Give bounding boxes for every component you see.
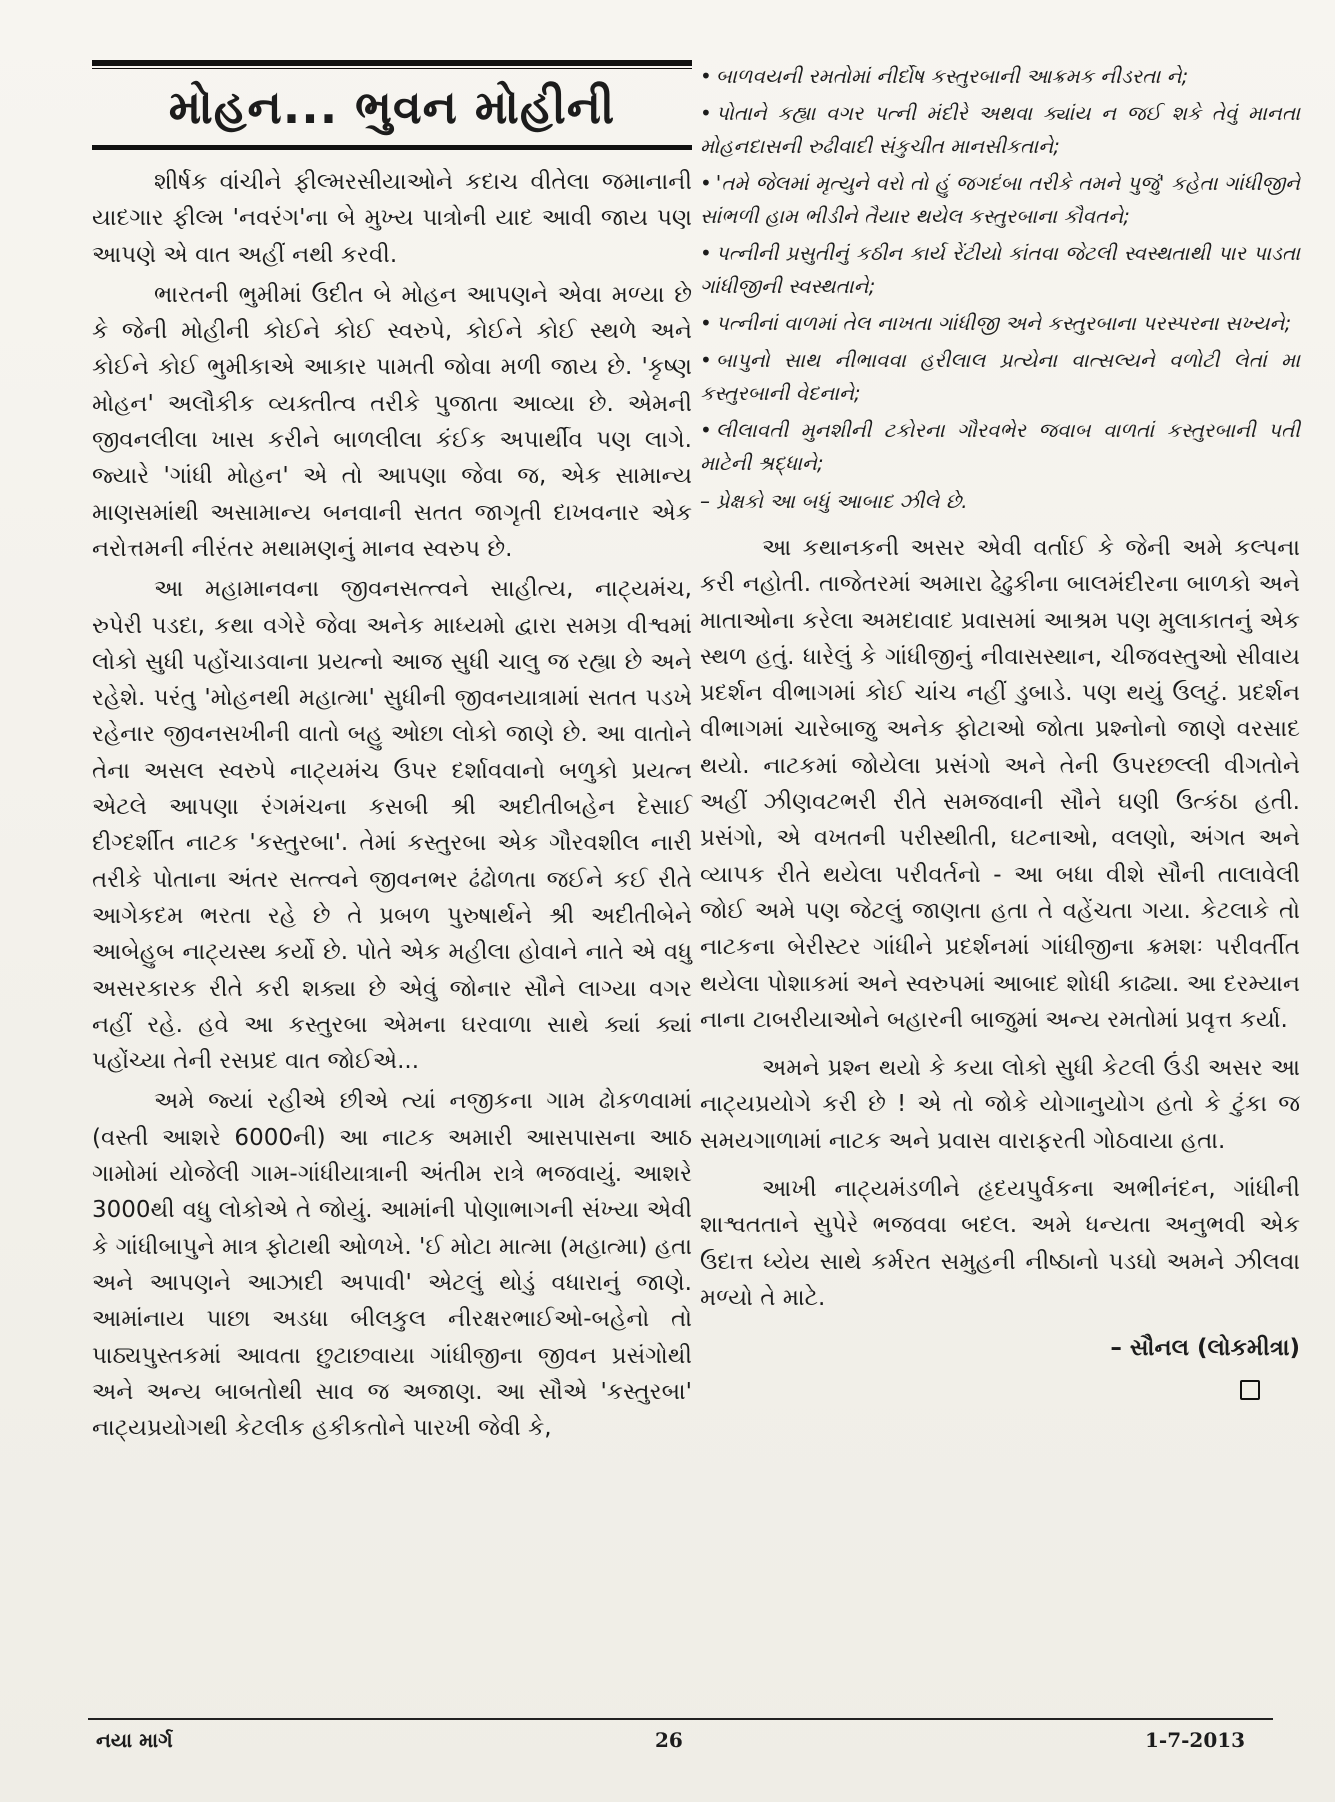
bullet-dot-icon: •: [700, 311, 712, 335]
bullet-list: [700, 60, 1300, 480]
left-paragraph-1: શીર્ષક વાંચીને ફીલ્મરસીયાઓને કદાચ વીતેલા જમાનાની યાદગાર ફીલ્મ 'નવરંગ'ના બે મુખ્ય પાત્રોની યાદ આવી જાય પણ આપણે એ વાત અહીં નથી કરવી.: [92, 169, 692, 268]
publication-name: નયા માર્ગ: [96, 1728, 173, 1752]
page-number: 26: [655, 1728, 683, 1752]
bullet-text: પત્નીનાં વાળમાં તેલ નાખતા ગાંધીજી અને કસ્તુરબાના પરસ્પરના સખ્યને;: [715, 311, 1292, 335]
issue-date: 1-7-2013: [1145, 1728, 1246, 1752]
title-rule-thin: [92, 68, 692, 69]
bullet-item: [700, 414, 1300, 480]
title-rule-bottom: [92, 145, 692, 150]
bullet-dot-icon: •: [700, 64, 712, 88]
right-paragraph-3: આખી નાટ્યમંડળીને હૃદયપુર્વકના અભીનંદન, ગાંધીની શાશ્વતતાને સુપેરે ભજવવા બદલ. અમે ધન્યતા અનુભવી એક ઉદાત્ત ધ્યેય સાથે કર્મરત સમુહની નીષ્ઠાનો પડઘો અમને ઝીલવા મળ્યો તે માટે.: [700, 1176, 1300, 1311]
bullet-item: [700, 60, 1300, 93]
article-title: મોહન... ભુવન મોહીની: [168, 80, 616, 134]
bullet-text: પત્નીની પ્રસુતીનું કઠીન કાર્ય રેંટીયો કાંતવા જેટલી સ્વસ્થતાથી પાર પાડતા ગાંધીજીની સ્વસ્થતાને;: [700, 241, 1300, 298]
bullet-text: 'તમે જેલમાં મૃત્યુને વરો તો હું જગદંબા તરીકે તમને પુજું' કહેતા ગાંધીજીને સાંભળી હામ ભીડીને તૈયાર થયેલ કસ્તુરબાના કૌવતને;: [700, 171, 1300, 228]
left-column: [92, 60, 692, 1446]
bullet-text: લીલાવતી મુનશીની ટકોરના ગૌરવભેર જવાબ વાળતાં કસ્તુરબાની પતી માટેની શ્રદ્ધાને;: [700, 418, 1300, 475]
bullet-item: [700, 307, 1300, 340]
end-mark-icon: [1240, 1380, 1260, 1400]
audience-line: – પ્રેક્ષકો આ બધું આબાદ ઝીલે છે.: [700, 489, 968, 513]
right-paragraph-2: અમને પ્રશ્ન થયો કે કયા લોકો સુધી કેટલી ઉંડી અસર આ નાટ્યપ્રયોગે કરી છે ! એ તો જોકે યોગાનુયોગ હતો કે ટુંકા જ સમયગાળામાં નાટક અને પ્રવાસ વારાફરતી ગોઠવાયા હતા.: [700, 1055, 1300, 1154]
bullet-dot-icon: •: [700, 241, 712, 265]
bullet-item: [700, 344, 1300, 410]
author-signature: – સૌનલ (લોકમીત્રા): [1110, 1335, 1300, 1362]
bullet-text: બાળવયની રમતોમાં નીર્દોષ કસ્તુરબાની આક્રમક નીડરતા ને;: [715, 64, 1189, 88]
bullet-dot-icon: •: [700, 101, 712, 125]
bullet-text: પોતાને કહ્યા વગર પત્ની મંદીરે અથવા ક્યાંય ન જઈ શકે તેવું માનતા મોહનદાસની રુઢીવાદી સંકુચીત માનસીકતાને;: [700, 101, 1300, 158]
bullet-item: [700, 237, 1300, 303]
right-column: [700, 60, 1300, 1400]
left-paragraph-3: આ મહામાનવના જીવનસત્ત્વને સાહીત્ય, નાટ્યમંચ, રુપેરી પડદા, કથા વગેરે જેવા અનેક માધ્યમો દ્વારા સમગ્ર વીશ્વમાં લોકો સુધી પહોંચાડવાના પ્રયત્નો આજ સુધી ચાલુ જ રહ્યા છે અને રહેશે. પરંતુ 'મોહનથી મહાત્મા' સુધીની જીવનયાત્રામાં સતત પડખે રહેનાર જીવનસખીની વાતો બહુ ઓછા લોકો જાણે છે. આ વાતોને તેના અસલ સ્વરુપે નાટ્યમંચ ઉપર દર્શાવવાનો બળુકો પ્રયત્ન એટલે આપણા રંગમંચના કસબી શ્રી અદીતીબહેન દેસાઈ દીગ્દર્શીત નાટક 'કસ્તુરબા'. તેમાં કસ્તુરબા એક ગૌરવશીલ નારી તરીકે પોતાના અંતર સત્ત્વને જીવનભર ઢંઢોળતા જઈને કઈ રીતે આગેકદમ ભરતા રહે છે તે પ્રબળ પુરુષાર્થને શ્રી અદીતીબેને આબેહુબ નાટ્યસ્થ કર્યો છે. પોતે એક મહીલા હોવાને નાતે એ વધુ અસરકારક રીતે કરી શક્યા છે એવું જોનાર સૌને લાગ્યા વગર નહીં રહે. હવે આ કસ્તુરબા એમના ઘરવાળા સાથે ક્યાં ક્યાં પહોંચ્યા તેની રસપ્રદ વાત જોઈએ...: [92, 576, 692, 1075]
bullet-item: [700, 167, 1300, 233]
title-rule-top: [92, 60, 692, 66]
left-paragraph-4: અમે જ્યાં રહીએ છીએ ત્યાં નજીકના ગામ ઢોકળવામાં (વસ્તી આશરે 6000ની) આ નાટક અમારી આસપાસના આઠ ગામોમાં યોજેલી ગામ-ગાંધીયાત્રાની અંતીમ રાત્રે ભજવાયું. આશરે 3000થી વધુ લોકોએ તે જોયું. આમાંની પોણાભાગની સંખ્યા એવી કે ગાંધીબાપુને માત્ર ફોટાથી ઓળખે. 'ઈ મોટા માત્મા (મહાત્મા) હતા અને આપણને આઝાદી અપાવી' એટલું થોડું વધારાનું જાણે. આમાંનાય પાછા અડધા બીલકુલ નીરક્ષરભાઈઓ-બહેનો તો પાઠ્યપુસ્તકમાં આવતા છુટાછવાયા ગાંધીજીના જીવન પ્રસંગોથી અને અન્ય બાબતોથી સાવ જ અજાણ. આ સૌએ 'કસ્તુરબા' નાટ્યપ્રયોગથી કેટલીક હકીકતોને પારખી જેવી કે,: [92, 1088, 692, 1442]
bullet-text: બાપુનો સાથ નીભાવવા હરીલાલ પ્રત્યેના વાત્સલ્યને વળોટી લેતાં મા કસ્તુરબાની વેદનાને;: [700, 348, 1300, 405]
footer-rule: [88, 1718, 1273, 1720]
bullet-dot-icon: •: [700, 418, 712, 442]
right-paragraph-1: આ કથાનકની અસર એવી વર્તાઈ કે જેની અમે કલ્પના કરી નહોતી. તાજેતરમાં અમારા ઢેઢુકીના બાલમંદીરના બાળકો અને માતાઓના કરેલા અમદાવાદ પ્રવાસમાં આશ્રમ પણ મુલાકાતનું એક સ્થળ હતું. ધારેલું કે ગાંધીજીનું નીવાસસ્થાન, ચીજવસ્તુઓ સીવાય પ્રદર્શન વીભાગમાં કોઈ ચાંચ નહીં ડુબાડે. પણ થયું ઉલટું. પ્રદર્શન વીભાગમાં ચારેબાજુ અનેક ફોટાઓ જોતા પ્રશ્નોનો જાણે વરસાદ થયો. નાટકમાં જોયેલા પ્રસંગો અને તેની ઉપરછલ્લી વીગતોને અહીં ઝીણવટભરી રીતે સમજવાની સૌને ઘણી ઉત્કંઠા હતી. પ્રસંગો, એ વખતની પરીસ્થીતી, ઘટનાઓ, વલણો, અંગત અને વ્યાપક રીતે થયેલા પરીવર્તનો - આ બધા વીશે સૌની તાલાવેલી જોઈ અમે પણ જેટલું જાણતા હતા તે વહેંચતા ગયા. કેટલાકે તો નાટકના બેરીસ્ટર ગાંધીને પ્રદર્શનમાં ગાંધીજીના ક્રમશઃ પરીવર્તીત થયેલા પોશાકમાં અને સ્વરુપમાં આબાદ શોધી કાઢ્યા. આ દરમ્યાન નાના ટાબરીયાઓને બહારની બાજુમાં અન્ય રમતોમાં પ્રવૃત્ત કર્યા.: [700, 535, 1300, 1033]
bullet-dot-icon: •: [700, 348, 712, 372]
bullet-item: [700, 97, 1300, 163]
bullet-dot-icon: •: [700, 171, 712, 195]
left-paragraph-2: ભારતની ભુમીમાં ઉદીત બે મોહન આપણને એવા મળ્યા છે કે જેની મોહીની કોઈને કોઈ સ્વરુપે, કોઈને કોઈ સ્થળે અને કોઈને કોઈ ભુમીકાએ આકાર પામતી જોવા મળી જાય છે. 'કૃષ્ણ મોહન' અલૌકીક વ્યક્તીત્વ તરીકે પુજાતા આવ્યા છે. એમની જીવનલીલા ખાસ કરીને બાળલીલા કંઈક અપાર્થીવ પણ લાગે. જ્યારે 'ગાંધી મોહન' એ તો આપણા જેવા જ, એક સામાન્ય માણસમાંથી અસામાન્ય બનવાની સતત જાગૃતી દાખવનાર એક નરોત્તમની નીરંતર મથામણનું માનવ સ્વરુપ છે.: [92, 281, 692, 562]
